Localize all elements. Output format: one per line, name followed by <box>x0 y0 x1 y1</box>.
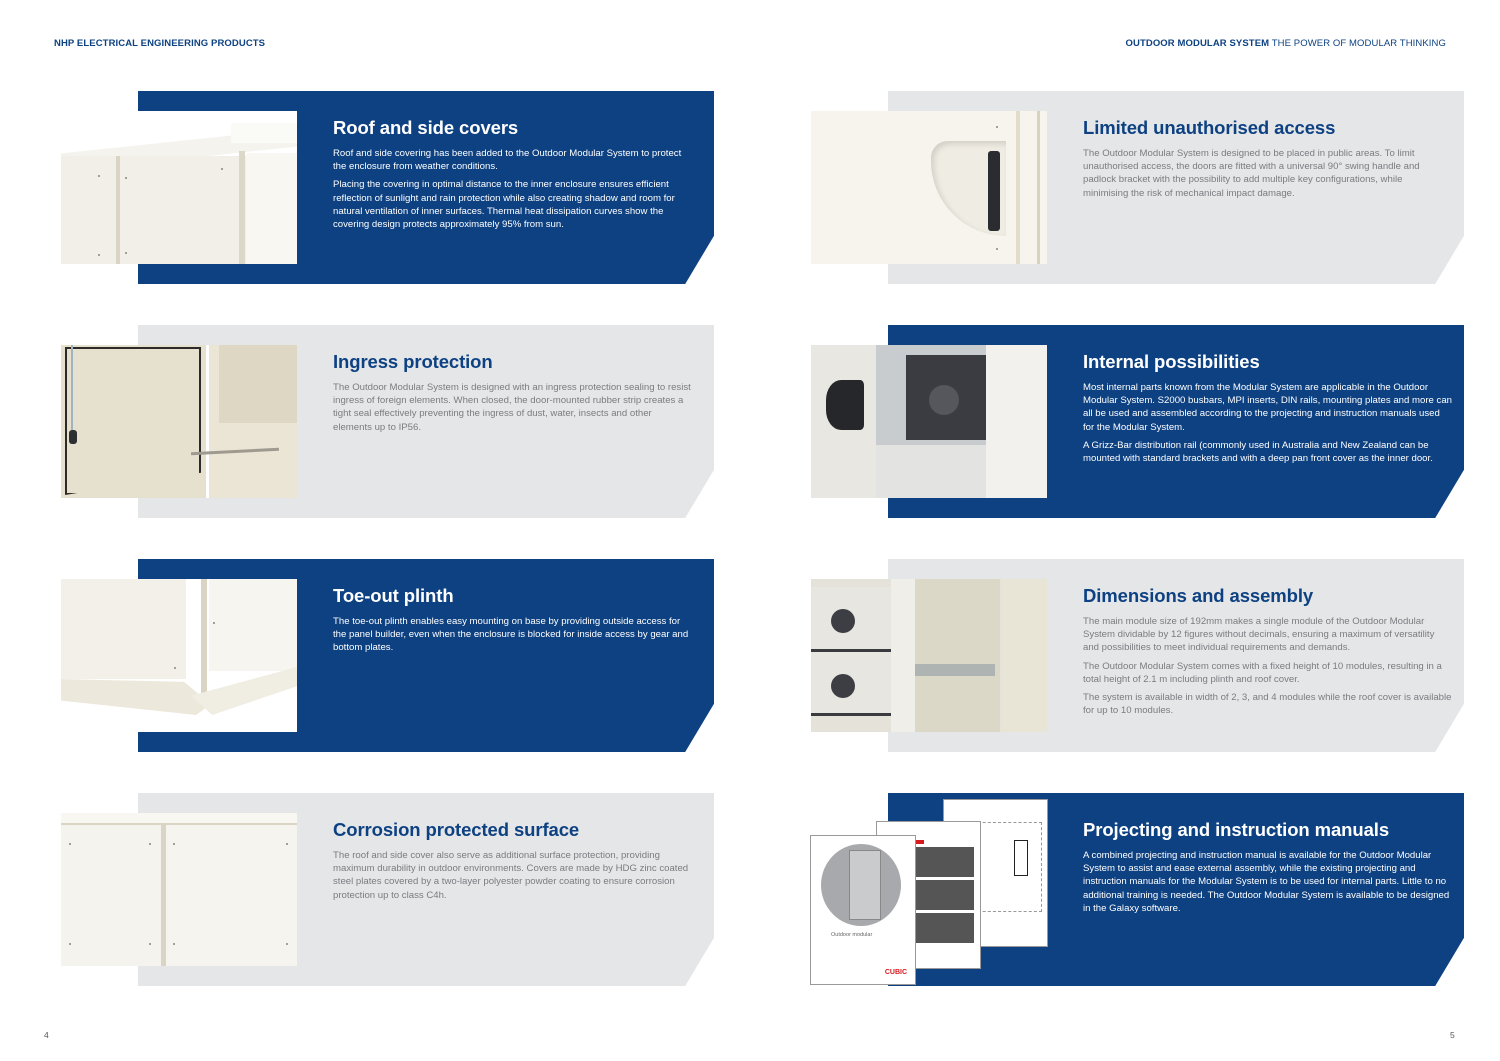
page-number-left: 4 <box>44 1030 49 1040</box>
cubic-logo: CUBIC <box>884 969 907 976</box>
section-paragraph: The Outdoor Modular System comes with a fixed height of 10 modules, resulting in a total height of 2.1 m including plinth and roof cover. <box>1083 660 1442 685</box>
section-paragraph: Placing the covering in optimal distance to the inner enclosure ensures efficient reflection of sunlight and rain protection while also creating shadow and room for natural ventilation of inner surfaces. Thermal heat dissipation curves show the covering design protects approximately 95% from sun. <box>333 179 675 231</box>
section-title: Toe-out plinth <box>333 585 454 606</box>
section-paragraph: A combined projecting and instruction manual is available for the Outdoor Modular System to assist and ease external assembly, while the existing projecting and instruction manuals for the Modular System is to be used for internal parts. Little to no additional training is needed. The Outdoor Modular System is available to be designed in the Galaxy software. <box>1083 850 1450 914</box>
section-title: Limited unauthorised access <box>1083 117 1336 138</box>
enclosure-front-doors-photo <box>61 813 297 966</box>
modules-with-rotary-handles-photo <box>811 579 1047 732</box>
running-head-left: NHP ELECTRICAL ENGINEERING PRODUCTS <box>54 38 266 49</box>
section-paragraph: The system is available in width of 2, 3, and 4 modules while the roof cover is available for up to 10 modules. <box>1083 692 1452 717</box>
running-head-product: OUTDOOR MODULAR SYSTEM <box>1125 38 1270 49</box>
section-title: Dimensions and assembly <box>1083 585 1314 606</box>
internal-switch-mounting-photo <box>811 345 1047 498</box>
open-door-gasket-photo <box>61 345 297 498</box>
section-content <box>1083 351 1453 470</box>
section-content <box>333 585 693 660</box>
toe-out-plinth-photo <box>61 579 297 732</box>
section-title: Internal possibilities <box>1083 351 1260 372</box>
section-content <box>1083 117 1443 205</box>
section-title: Roof and side covers <box>333 117 519 138</box>
page-number-right: 5 <box>1450 1030 1455 1040</box>
section-paragraph: The main module size of 192mm makes a single module of the Outdoor Modular System dividable by 12 figures without decimals, ensuring a maximum of versatility and possibilities to meet individual requirements and demands. <box>1083 616 1435 654</box>
section-paragraph: The roof and side cover also serve as additional surface protection, providing maximum durability in outdoor environments. Covers are made by HDG zinc coated steel plates covered by a two-layer polyester powder coating to ensure corrosion protection up to class C4h. <box>333 850 689 901</box>
section-title: Projecting and instruction manuals <box>1083 819 1390 840</box>
running-head-right <box>1126 38 1447 49</box>
section-paragraph: The toe-out plinth enables easy mounting on base by providing outside access for the panel builder, even when the enclosure is blocked for inside access by gear and bottom plates. <box>333 616 689 654</box>
enclosure-roof-cover-photo <box>61 111 297 264</box>
section-content <box>333 819 693 907</box>
running-head-tagline: THE POWER OF MODULAR THINKING <box>1271 38 1446 49</box>
section-content <box>1083 585 1453 722</box>
section-content <box>333 351 693 439</box>
section-paragraph: Roof and side covering has been added to the Outdoor Modular System to protect the enclosure from weather conditions. <box>333 148 682 173</box>
section-paragraph: A Grizz-Bar distribution rail (commonly used in Australia and New Zealand can be mounted with standard brackets and with a deep pan front cover as the inner door. <box>1083 439 1433 465</box>
manual-cover-title: Outdoor modular <box>831 932 873 938</box>
door-handle-lock-photo <box>811 111 1047 264</box>
section-paragraph: Most internal parts known from the Modular System are applicable in the Outdoor Modular System. S2000 busbars, MPI inserts, DIN rails, mounting plates and more can all be used and assembled according to the projecting and instruction manuals used for the Modular System. <box>1083 382 1452 433</box>
section-title: Ingress protection <box>333 351 493 372</box>
section-content <box>1083 819 1453 920</box>
manual-cover <box>810 835 916 985</box>
section-paragraph: The Outdoor Modular System is designed with an ingress protection sealing to resist ingress of foreign elements. When closed, the door-mounted rubber strip creates a tight seal effectively preventing the ingress of dust, water, insects and other elements up to IP56. <box>333 382 691 433</box>
section-title: Corrosion protected surface <box>333 819 580 840</box>
section-paragraph: The Outdoor Modular System is designed to be placed in public areas. To limit unauthorised access, the doors are fitted with a universal 90° swing handle and padlock bracket with the possibility to add multiple key configurations, while minimising the risk of mechanical impact damage. <box>1083 148 1420 199</box>
manual-documents-photo <box>810 799 1050 985</box>
section-content <box>333 117 693 236</box>
